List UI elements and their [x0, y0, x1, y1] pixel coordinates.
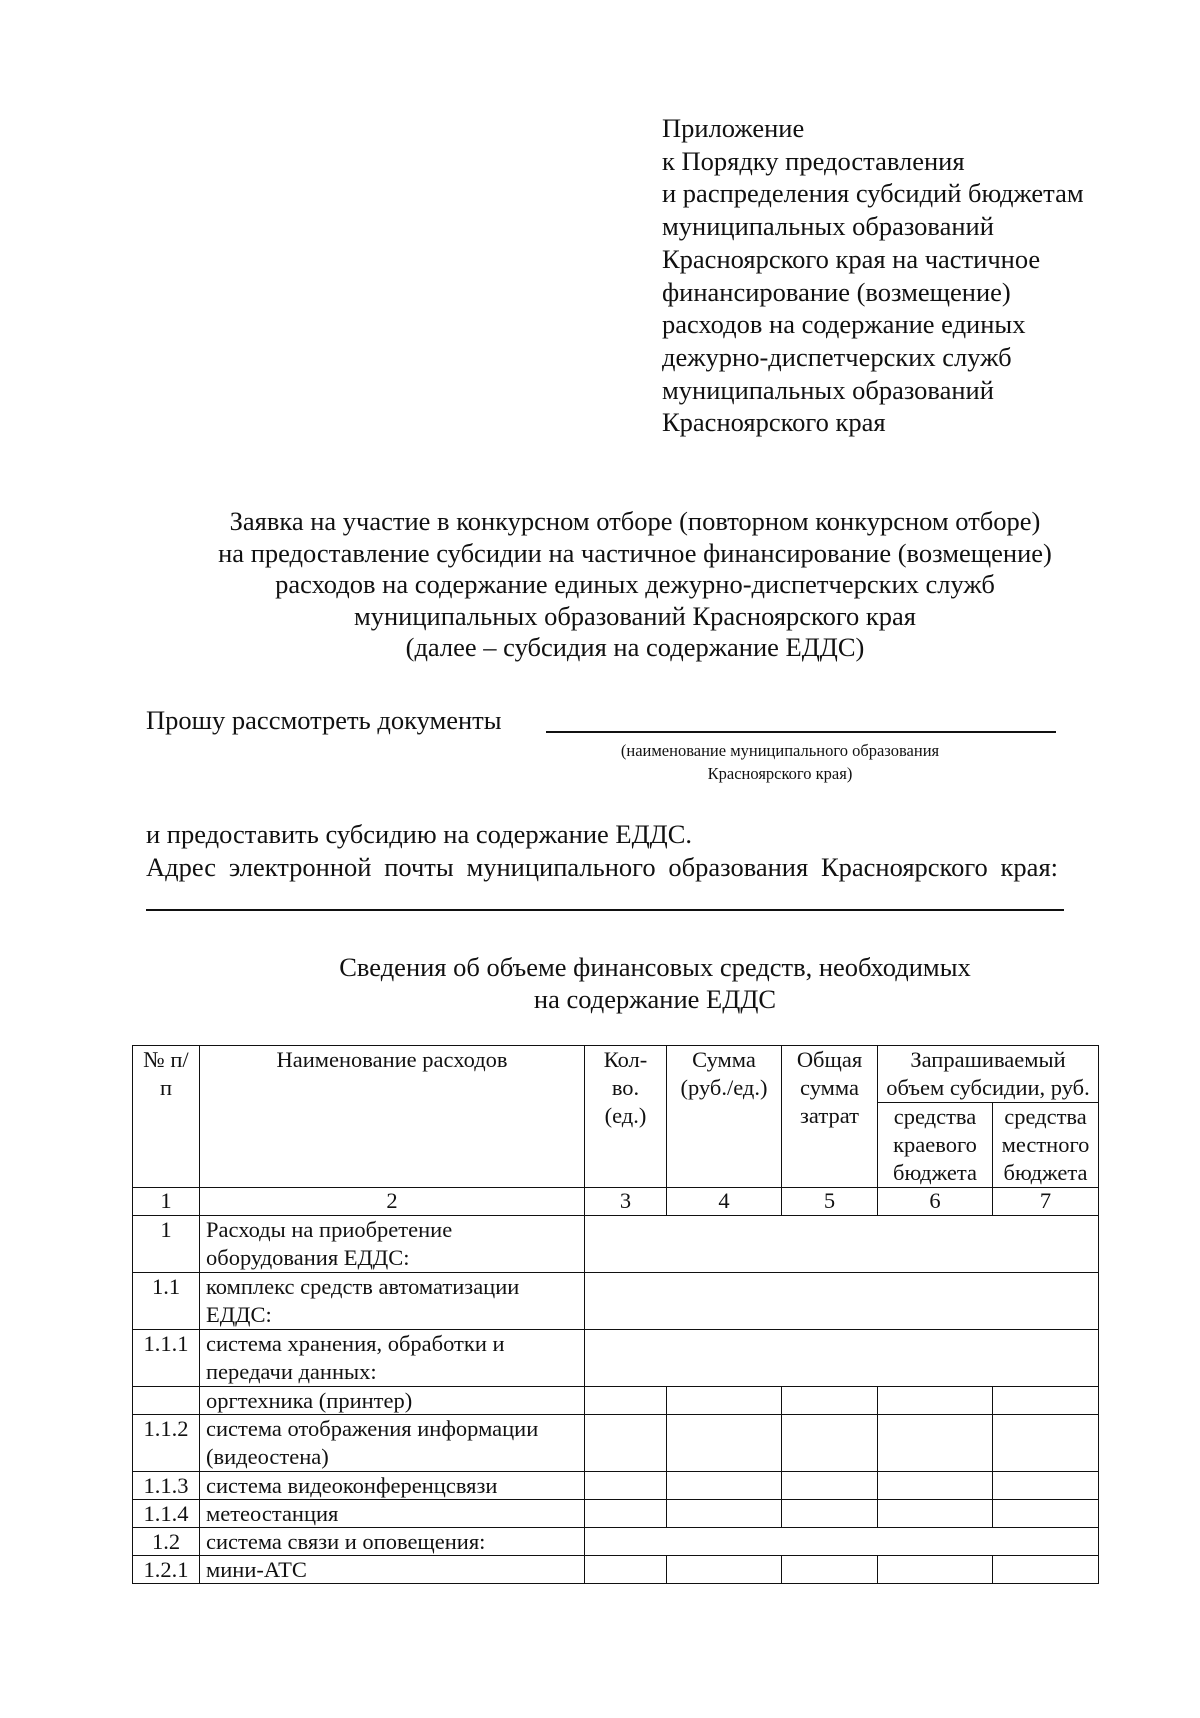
- column-number: 2: [200, 1188, 585, 1216]
- header-total: Общая сумма затрат: [782, 1046, 878, 1188]
- column-number: 6: [878, 1188, 993, 1216]
- column-number: 3: [585, 1188, 667, 1216]
- row-name: система хранения, обработки и передачи данных:: [200, 1330, 585, 1387]
- appendix-heading: [662, 112, 1084, 439]
- request-text: Прошу рассмотреть документы: [146, 705, 502, 735]
- sum-cell[interactable]: [667, 1556, 782, 1584]
- caption-line: (наименование муниципального образования: [620, 741, 940, 760]
- expenses-table: [132, 1045, 1099, 1584]
- header-regional: средства краевого бюджета: [878, 1103, 993, 1188]
- local-cell[interactable]: [993, 1387, 1099, 1415]
- table-title-line: на содержание ЕДДС: [533, 984, 777, 1014]
- row-num: 1.1: [133, 1273, 200, 1330]
- row-name: система отображения информации (видеостена): [200, 1415, 585, 1472]
- table-row: [133, 1528, 1099, 1556]
- total-cell[interactable]: [782, 1472, 878, 1500]
- table-title-line: Сведения об объеме финансовых средств, необходимых: [339, 952, 971, 982]
- regional-cell[interactable]: [878, 1500, 993, 1528]
- email-label: Адрес электронной почты муниципального образования Красноярского края:: [146, 852, 1058, 882]
- table-row: [133, 1330, 1099, 1387]
- column-number-row: [133, 1188, 1099, 1216]
- total-cell[interactable]: [782, 1500, 878, 1528]
- row-num: 1.1.2: [133, 1415, 200, 1472]
- local-cell[interactable]: [993, 1415, 1099, 1472]
- row-name: система видеоконференцсвязи: [200, 1472, 585, 1500]
- appendix-line: и распределения субсидий бюджетам: [662, 178, 1084, 209]
- sum-cell[interactable]: [667, 1415, 782, 1472]
- sum-cell[interactable]: [667, 1387, 782, 1415]
- row-num: 1: [133, 1216, 200, 1273]
- subsidy-request-text: и предоставить субсидию на содержание ЕДДС.: [146, 819, 693, 849]
- merged-empty-cell: [585, 1216, 1099, 1273]
- total-cell[interactable]: [782, 1556, 878, 1584]
- appendix-line: Приложение: [662, 113, 805, 143]
- row-name: комплекс средств автоматизации ЕДДС:: [200, 1273, 585, 1330]
- caption-line: Красноярского края): [707, 764, 853, 783]
- table-row: [133, 1273, 1099, 1330]
- appendix-line: Красноярского края на частичное: [662, 243, 1041, 274]
- sum-cell[interactable]: [667, 1472, 782, 1500]
- merged-empty-cell: [585, 1528, 1099, 1556]
- qty-cell[interactable]: [585, 1415, 667, 1472]
- local-cell[interactable]: [993, 1472, 1099, 1500]
- column-number: 5: [782, 1188, 878, 1216]
- title-line: муниципальных образований Красноярского края: [353, 600, 916, 631]
- column-number: 4: [667, 1188, 782, 1216]
- appendix-line: муниципальных образований: [662, 374, 994, 405]
- merged-empty-cell: [585, 1330, 1099, 1387]
- header-qty: Кол-во. (ед.): [585, 1046, 667, 1188]
- qty-cell[interactable]: [585, 1472, 667, 1500]
- appendix-line: муниципальных образований: [662, 211, 994, 242]
- header-name: Наименование расходов: [200, 1046, 585, 1188]
- sum-cell[interactable]: [667, 1500, 782, 1528]
- appendix-line: финансирование (возмещение): [662, 276, 1011, 307]
- title-line: (далее – субсидия на содержание ЕДДС): [405, 632, 865, 663]
- header-local: средства местного бюджета: [993, 1103, 1099, 1188]
- regional-cell[interactable]: [878, 1387, 993, 1415]
- row-num: 1.1.3: [133, 1472, 200, 1500]
- municipality-caption: [560, 739, 1000, 785]
- regional-cell[interactable]: [878, 1472, 993, 1500]
- title-line: на предоставление субсидии на частичное финансирование (возмещение): [218, 537, 1052, 568]
- appendix-line: к Порядку предоставления: [662, 145, 965, 176]
- merged-empty-cell: [585, 1273, 1099, 1330]
- total-cell[interactable]: [782, 1415, 878, 1472]
- header-sum: Сумма (руб./ед.): [667, 1046, 782, 1188]
- total-cell[interactable]: [782, 1387, 878, 1415]
- row-name: Расходы на приобретение оборудования ЕДДС:: [200, 1216, 585, 1273]
- row-name: метеостанция: [200, 1500, 585, 1528]
- local-cell[interactable]: [993, 1500, 1099, 1528]
- table-row: [133, 1472, 1099, 1500]
- table-title: [100, 951, 1200, 1015]
- row-name: оргтехника (принтер): [200, 1387, 585, 1415]
- row-num: [133, 1387, 200, 1415]
- qty-cell[interactable]: [585, 1387, 667, 1415]
- row-num: 1.1.4: [133, 1500, 200, 1528]
- column-number: 1: [133, 1188, 200, 1216]
- appendix-line: дежурно-диспетчерских служб: [662, 341, 1012, 372]
- header-requested: Запрашиваемый объем субсидии, руб.: [878, 1046, 1099, 1103]
- qty-cell[interactable]: [585, 1556, 667, 1584]
- qty-cell[interactable]: [585, 1500, 667, 1528]
- appendix-line: расходов на содержание единых: [662, 309, 1026, 340]
- header-num: № п/п: [133, 1046, 200, 1188]
- row-num: 1.2.1: [133, 1556, 200, 1584]
- title-line: Заявка на участие в конкурсном отборе (повторном конкурсном отборе): [229, 506, 1041, 536]
- row-num: 1.2: [133, 1528, 200, 1556]
- table-row: [133, 1216, 1099, 1273]
- municipality-name-blank[interactable]: [546, 731, 1056, 733]
- table-row: [133, 1415, 1099, 1472]
- table-row: [133, 1387, 1099, 1415]
- regional-cell[interactable]: [878, 1415, 993, 1472]
- regional-cell[interactable]: [878, 1556, 993, 1584]
- row-name: система связи и оповещения:: [200, 1528, 585, 1556]
- column-number: 7: [993, 1188, 1099, 1216]
- title-line: расходов на содержание единых дежурно-диспетчерских служб: [275, 569, 995, 600]
- table-row: [133, 1500, 1099, 1528]
- row-num: 1.1.1: [133, 1330, 200, 1387]
- email-blank[interactable]: [146, 909, 1064, 911]
- local-cell[interactable]: [993, 1556, 1099, 1584]
- appendix-line: Красноярского края: [662, 407, 886, 438]
- table-row: [133, 1556, 1099, 1584]
- application-title: [100, 506, 1170, 664]
- row-name: мини-АТС: [200, 1556, 585, 1584]
